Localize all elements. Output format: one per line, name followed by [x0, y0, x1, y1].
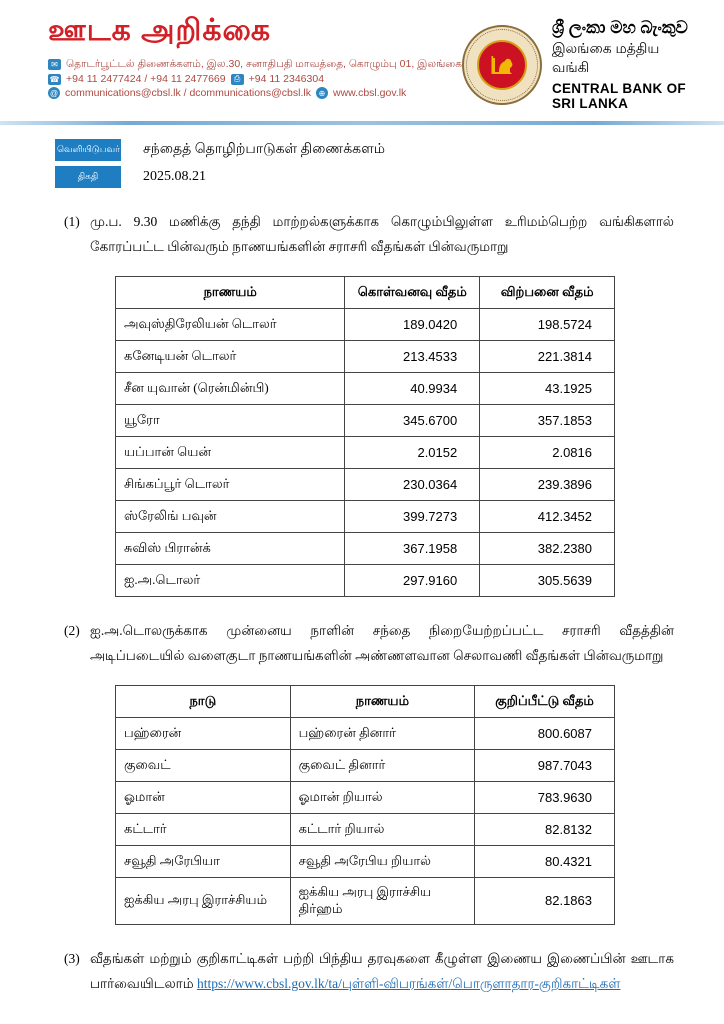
table-cell: 213.4533	[345, 340, 480, 372]
table-cell: 412.3452	[480, 500, 615, 532]
table-cell: யூரோ	[116, 404, 345, 436]
table-cell: ஐக்கிய அரபு இராச்சியம்	[116, 877, 291, 924]
bank-identity	[462, 18, 698, 111]
table-cell: சுவிஸ் பிரான்க்	[116, 532, 345, 564]
phone-numbers: +94 11 2477424 / +94 11 2477669	[66, 73, 226, 85]
address-line	[48, 58, 462, 71]
table-cell: 80.4321	[475, 845, 615, 877]
table-cell: அவுஸ்திரேலியன் டொலர்	[116, 308, 345, 340]
paragraph-3-number: (3)	[64, 950, 80, 966]
table-cell: 198.5724	[480, 308, 615, 340]
release-meta	[55, 139, 724, 188]
gulf-currency-rates-table	[115, 685, 615, 925]
table-cell: 783.9630	[475, 781, 615, 813]
table-cell: ஓமான் றியால்	[290, 781, 475, 813]
table-header-row	[116, 685, 615, 717]
table-row	[116, 340, 615, 372]
table-row	[116, 845, 615, 877]
table-row	[116, 500, 615, 532]
table-row	[116, 877, 615, 924]
table-cell: சீன யுவான் (ரென்மின்பி)	[116, 372, 345, 404]
table-cell: பஹ்ரைன்	[116, 717, 291, 749]
table-cell: 82.8132	[475, 813, 615, 845]
phone-line	[48, 73, 462, 85]
table-cell: 399.7273	[345, 500, 480, 532]
bank-name-english: CENTRAL BANK OF SRI LANKA	[551, 81, 686, 111]
table-cell: 40.9934	[345, 372, 480, 404]
paragraph-1-text: மு.ப. 9.30 மணிக்கு தந்தி மாற்றல்களுக்காக கொழும்பிலுள்ள உரிமம்பெற்ற வங்கிகளால் கோரப்பட்ட பின்வரும் நாணயங்களின் சராசரி வீதங்கள் பின்வருமாறு	[90, 214, 674, 254]
date-label: திகதி	[55, 166, 121, 188]
bank-name-tamil: இலங்கை மத்திய வங்கி	[551, 40, 660, 75]
table-cell: யப்பான் யென்	[116, 436, 345, 468]
fax-number: +94 11 2346304	[248, 73, 325, 85]
table-cell: ஓமான்	[116, 781, 291, 813]
table-cell: கனேடியன் டொலர்	[116, 340, 345, 372]
issued-by-value: சந்தைத் தொழிற்பாடுகள் திணைக்களம்	[143, 141, 386, 157]
table-cell: 367.1958	[345, 532, 480, 564]
table-row	[116, 564, 615, 596]
table-cell: 2.0816	[480, 436, 615, 468]
globe-icon: ⊕	[316, 87, 328, 99]
table-cell: 189.0420	[345, 308, 480, 340]
paragraph-2-text: ஐ.அ.டொலருக்காக முன்னைய நாளின் சந்தை நிறையேற்றப்பட்ட சராசரி வீதத்தின் அடிப்படையில் வளைகுடா நாணயங்களின் அண்ணளவான செலாவணி வீதங்கள் பின்வருமாறு	[90, 622, 674, 663]
bank-name-sinhala: ශ්‍රී ලංකා මහ බැංකුව	[551, 18, 688, 37]
table-cell: 382.2380	[480, 532, 615, 564]
paragraph-2	[64, 619, 674, 669]
table-cell: ஐக்கிய அரபு இராச்சிய திர்ஹம்	[290, 877, 475, 924]
date-row	[55, 166, 724, 188]
table-cell: பஹ்ரைன் தினார்	[290, 717, 475, 749]
printer-icon: ⎙	[231, 74, 244, 85]
column-header-currency: நாணயம்	[116, 276, 345, 308]
table-cell: சவூதி அரேபியா	[116, 845, 291, 877]
email-addresses: communications@cbsl.lk / dcommunications@cbsl.lk	[65, 87, 311, 99]
table-cell: குவைட் தினார்	[290, 749, 475, 781]
phone-icon: ☎	[49, 74, 60, 84]
table-cell: குவைட்	[116, 749, 291, 781]
table-cell: 800.6087	[475, 717, 615, 749]
issued-by-row	[55, 139, 724, 161]
column-header-indicative-rate: குறிப்பீட்டு வீதம்	[475, 685, 615, 717]
table-cell: 43.1925	[480, 372, 615, 404]
column-header-buying-rate: கொள்வனவு வீதம்	[345, 276, 480, 308]
paragraph-1-number: (1)	[64, 214, 80, 229]
date-value: 2025.08.21	[143, 169, 206, 184]
paragraph-3-text	[90, 947, 674, 997]
table-row	[116, 781, 615, 813]
table-row	[116, 372, 615, 404]
table-cell: கட்டார் றியால்	[290, 813, 475, 845]
table-header-row	[116, 276, 615, 308]
table-row	[116, 749, 615, 781]
table-cell: சவூதி அரேபிய றியால்	[290, 845, 475, 877]
table-cell: 305.5639	[480, 564, 615, 596]
masthead	[48, 14, 462, 111]
table-cell: கட்டார்	[116, 813, 291, 845]
table-row	[116, 813, 615, 845]
cbsl-indicators-link[interactable]: https://www.cbsl.gov.lk/ta/புள்ளி-விபரங்கள்/பொருளாதார-குறிகாட்டிகள்	[196, 975, 621, 991]
table-cell: 221.3814	[480, 340, 615, 372]
issued-by-label: வெளியிடுபவர்	[55, 139, 121, 161]
table-row	[116, 308, 615, 340]
table-cell: 2.0152	[345, 436, 480, 468]
table-row	[116, 468, 615, 500]
table-row	[116, 532, 615, 564]
table-row	[116, 404, 615, 436]
table-cell: 230.0364	[345, 468, 480, 500]
website-url[interactable]: www.cbsl.gov.lk	[332, 87, 407, 99]
email-line	[48, 87, 462, 99]
exchange-rates-table	[115, 276, 615, 597]
envelope-icon: ✉	[48, 59, 61, 70]
paragraph-3-body: வீதங்கள் மற்றும் குறிகாட்டிகள் பற்றி பிந்திய தரவுகளை கீழுள்ள இணைய இணைப்பின் ஊடாக பார்வையிடலாம்	[90, 950, 674, 991]
table-cell: சிங்கப்பூர் டொலர்	[116, 468, 345, 500]
table-cell: 357.1853	[480, 404, 615, 436]
header-divider	[0, 121, 724, 125]
at-icon: @	[49, 88, 59, 98]
lion-emblem-icon	[477, 40, 527, 90]
table-cell: ஸ்ரேலிங் பவுன்	[116, 500, 345, 532]
paragraph-3	[64, 947, 674, 997]
table-row	[116, 717, 615, 749]
masthead-title: ஊடக அறிக்கை	[48, 14, 272, 47]
table-cell: 297.9160	[345, 564, 480, 596]
column-header-selling-rate: விற்பனை வீதம்	[480, 276, 615, 308]
paragraph-2-number: (2)	[64, 622, 80, 638]
table-cell: 345.6700	[345, 404, 480, 436]
table-cell: 987.7043	[475, 749, 615, 781]
paragraph-1	[64, 210, 674, 260]
cbsl-logo	[462, 25, 542, 105]
table-cell: 239.3896	[480, 468, 615, 500]
table-cell: ஐ.அ.டொலர்	[116, 564, 345, 596]
column-header-country: நாடு	[116, 685, 291, 717]
page-header	[0, 0, 724, 111]
address-text: தொடர்பூட்டல் திணைக்களம், இல.30, சனாதிபதி மாவத்தை, கொழும்பு 01, இலங்கை	[66, 58, 462, 70]
table-row	[116, 436, 615, 468]
table-cell: 82.1863	[475, 877, 615, 924]
column-header-currency: நாணயம்	[290, 685, 475, 717]
bank-names	[552, 18, 698, 111]
